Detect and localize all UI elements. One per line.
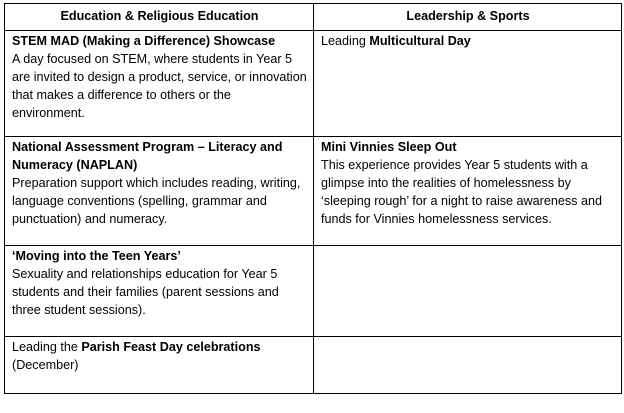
cell-title: STEM MAD (Making a Difference) Showcase [12, 34, 276, 48]
cell-sleep-out [314, 137, 622, 246]
table-row [5, 246, 622, 337]
cell-empty [314, 246, 622, 337]
cell-parish-feast-day [5, 337, 314, 394]
cell-title: Mini Vinnies Sleep Out [321, 140, 457, 154]
cell-prefix: Leading [321, 34, 370, 48]
cell-teen-years [5, 246, 314, 337]
cell-line [12, 338, 307, 356]
cell-body: This experience provides Year 5 students with a glimpse into the realities of homelessness by ‘sleeping rough’ for a night to raise awareness and funds for Vinnies homelessness services. [321, 158, 602, 226]
table-row [5, 31, 622, 137]
header-row [5, 4, 622, 31]
header-education: Education & Religious Education [5, 4, 314, 31]
cell-prefix: Leading the [12, 340, 82, 354]
table-row [5, 137, 622, 246]
cell-naplan [5, 137, 314, 246]
cell-body: A day focused on STEM, where students in Year 5 are invited to design a product, service, or innovation that makes a difference to others or the environment. [12, 52, 307, 120]
cell-body: Sexuality and relationships education for Year 5 students and their families (parent sessions and three student sessions). [12, 267, 279, 317]
cell-multicultural-day [314, 31, 622, 137]
cell-empty [314, 337, 622, 394]
header-leadership: Leadership & Sports [314, 4, 622, 31]
cell-body: Preparation support which includes reading, writing, language conventions (spelling, grammar and punctuation) and numeracy. [12, 176, 301, 226]
table-row [5, 337, 622, 394]
programs-table [4, 3, 622, 394]
cell-title: National Assessment Program – Literacy and Numeracy (NAPLAN) [12, 140, 283, 172]
cell-bold-text: Parish Feast Day celebrations [81, 340, 261, 354]
cell-bold-text: Multicultural Day [369, 34, 471, 48]
cell-title: ‘Moving into the Teen Years’ [12, 249, 181, 263]
cell-stem-showcase [5, 31, 314, 137]
cell-suffix: (December) [12, 358, 79, 372]
